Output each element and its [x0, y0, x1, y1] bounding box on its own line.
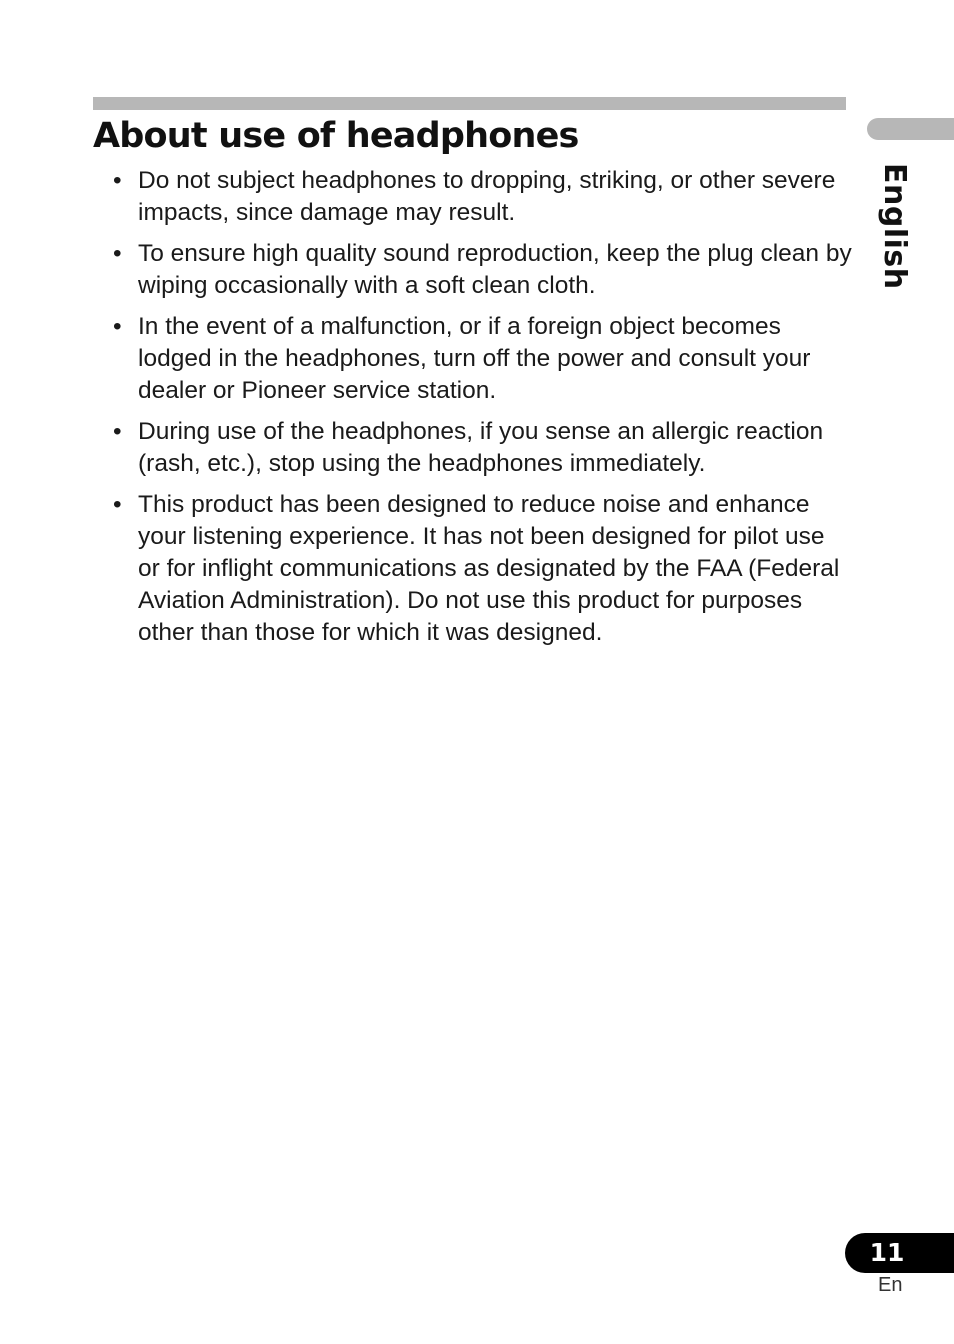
language-tab-marker — [867, 118, 954, 140]
page-language-code: En — [878, 1274, 903, 1296]
bullet-icon: • — [113, 491, 122, 518]
list-item-text: To ensure high quality sound reproduction, keep the plug clean by wiping occasionally with a soft clean cloth. — [138, 240, 852, 299]
list-item-text: This product has been designed to reduce noise and enhance your listening experience. It has not been designed for pilot use or for inflight communications as designated by the FAA (Federal Aviation Administration). Do not use this product for purposes other than those for which it was designed. — [138, 491, 840, 646]
bullet-icon: • — [113, 418, 122, 445]
section-title: About use of headphones — [93, 116, 579, 156]
list-item — [113, 489, 853, 649]
list-item — [113, 416, 853, 480]
list-item — [113, 238, 853, 302]
list-item — [113, 165, 853, 229]
list-item-text: In the event of a malfunction, or if a foreign object becomes lodged in the headphones, turn off the power and consult your dealer or Pioneer service station. — [138, 313, 811, 404]
page-number: 11 — [869, 1238, 905, 1267]
bullet-icon: • — [113, 240, 122, 267]
bullet-list — [113, 165, 853, 658]
list-item — [113, 311, 853, 407]
list-item-text: During use of the headphones, if you sense an allergic reaction (rash, etc.), stop using the headphones immediately. — [138, 418, 824, 477]
section-header-rule — [93, 97, 846, 110]
list-item-text: Do not subject headphones to dropping, striking, or other severe impacts, since damage may result. — [138, 167, 836, 226]
language-tab-label: English — [877, 163, 912, 290]
bullet-icon: • — [113, 167, 122, 194]
bullet-icon: • — [113, 313, 122, 340]
